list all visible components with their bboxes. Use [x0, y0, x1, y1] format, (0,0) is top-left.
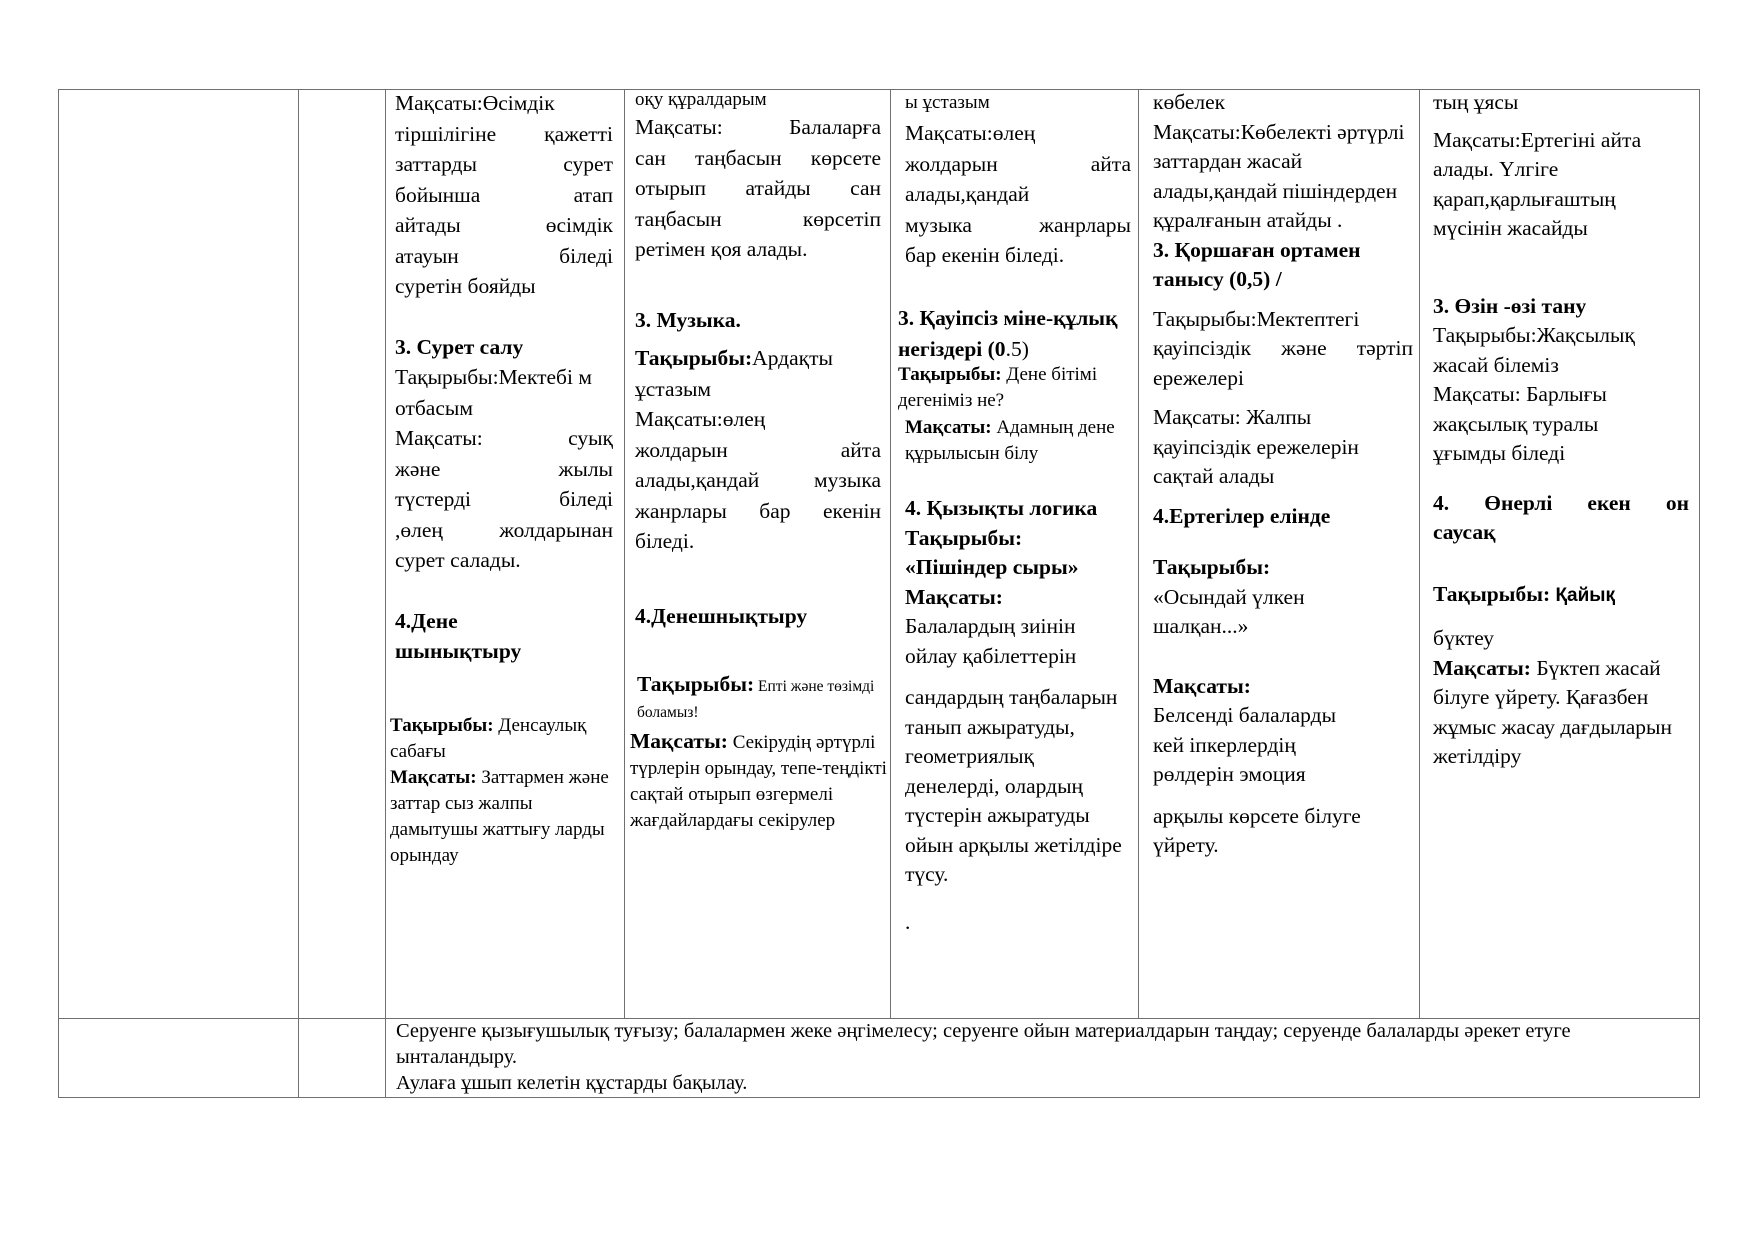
- goal-text: алады,қандай: [905, 182, 1030, 206]
- music-topic: [635, 343, 881, 404]
- goal-text: заттарды сурет: [395, 152, 613, 176]
- table-left-border: [58, 89, 59, 1098]
- top-text: көбелек: [1153, 90, 1226, 114]
- music-goal: Мақсаты:өлең: [635, 407, 766, 431]
- goal-label: Мақсаты:: [1153, 673, 1251, 698]
- goal-text: айтады өсімдік: [395, 213, 613, 237]
- craft-heading: саусақ: [1433, 520, 1496, 544]
- pe-heading: 4.Денешнықтыру: [635, 603, 808, 628]
- art-goal: Мақсаты: суық: [395, 426, 613, 450]
- column-3-safety-topic-cell: [898, 362, 1134, 414]
- walk-cell: [396, 1018, 1696, 1096]
- top-text: ы ұстазым: [905, 92, 990, 113]
- column-1-cell: [395, 88, 613, 683]
- safety-goal-text: Адамның дене құрылысын білу: [905, 417, 1115, 464]
- goal-text: таңбасын көрсетіп: [635, 206, 881, 231]
- table-bottom-border: [58, 1097, 1699, 1098]
- walk-text: Аулаға ұшып келетін құстарды бақылау.: [396, 1072, 748, 1094]
- column-divider: [298, 89, 299, 1098]
- music-goal: біледі.: [635, 529, 695, 553]
- goal-text: Мақсаты:Көбелекті әртүрлі заттардан жасай алады,қандай пішіндерден құралғанын атайды .: [1153, 119, 1405, 232]
- column-2-cell: [635, 88, 881, 641]
- tales-goal: Белсенді балаларды кей іпкерлердің рөлдерін эмоция: [1153, 703, 1337, 786]
- art-goal: ,өлең жолдарынан: [395, 517, 613, 542]
- art-heading: 3. Сурет салу: [395, 334, 524, 359]
- tales-goal: арқылы көрсете білуге үйрету.: [1153, 803, 1361, 857]
- art-goal: түстерді біледі: [395, 487, 613, 511]
- music-goal: алады,қандай музыка: [635, 468, 881, 492]
- craft-heading: 4. Өнерлі екен он: [1433, 490, 1689, 515]
- music-goal: жанрлары бар екенін: [635, 498, 881, 523]
- self-heading: 3. Өзін -өзі тану: [1433, 293, 1587, 318]
- logic-goal-text: сандардың таңбаларын танып ажыратуды, геометриялық денелерді, олардың түстерін ажыратуды ойын арқылы жетілдіре түсу.: [905, 685, 1122, 886]
- column-divider: [1138, 89, 1139, 1018]
- topic-label: Тақырыбы:: [1153, 555, 1271, 579]
- column-divider: [624, 89, 625, 1018]
- pe-goal-text: Заттармен және заттар сыз жалпы дамытушы жаттығу ларды орындау: [390, 767, 609, 866]
- pe-topic-text: Денсаулық сабағы: [390, 715, 587, 762]
- art-goal: және жылы: [395, 456, 613, 481]
- pe-heading: 4.Дене шынықтыру: [395, 608, 522, 663]
- logic-heading: 4. Қызықты логика: [905, 496, 1098, 520]
- goal-text: Мақсаты:Ертегіні айта алады. Үлгіге қарап,қарлығаштың мүсінін жасайды: [1433, 127, 1642, 240]
- column-1-pe-cell: [390, 713, 622, 869]
- goal-label: Мақсаты:: [390, 767, 477, 788]
- logic-goal-text: Балалардың зиінін ойлау қабілеттерін: [905, 614, 1077, 668]
- goal-text: Мақсаты: Балаларға: [635, 115, 881, 139]
- column-divider: [890, 89, 891, 1018]
- env-heading: 3. Қоршаған ортамен танысу (0,5) /: [1153, 237, 1361, 291]
- goal-text: музыка жанрлары: [905, 212, 1131, 237]
- env-goal: Мақсаты: Жалпы қауіпсіздік ережелерін сақтай алады: [1153, 405, 1359, 488]
- env-topic: Тақырыбы:Мектептегі: [1153, 306, 1360, 331]
- self-goal: Мақсаты: Барлығы жақсылық туралы ұғымды біледі: [1433, 382, 1607, 465]
- goal-label: Мақсаты:: [905, 417, 992, 438]
- column-5-cell: [1433, 88, 1689, 772]
- dot-text: .: [905, 909, 911, 934]
- column-3-logic-cell: [905, 494, 1131, 937]
- tales-heading: 4.Ертегілер елінде: [1153, 503, 1331, 528]
- topic-label: Тақырыбы:: [390, 715, 494, 736]
- art-goal: сурет салады.: [395, 548, 521, 572]
- column-2-pe-goal-cell: [630, 728, 892, 834]
- goal-text: Мақсаты:Өсімдік: [395, 91, 555, 115]
- goal-label: Мақсаты:: [1433, 655, 1531, 680]
- topic-label: Тақырыбы:: [1433, 581, 1551, 606]
- music-heading: 3. Музыка.: [635, 307, 741, 332]
- self-topic: Тақырыбы:Жақсылық жасай білеміз: [1433, 323, 1635, 377]
- craft-goal-text: Бүктеп жасай білуге үйрету. Қағазбен жұмыс жасау дағдыларын жетілдіру: [1433, 655, 1673, 768]
- column-2-pe-cell: [637, 672, 877, 724]
- logic-topic: «Пішіндер сыры»: [905, 555, 1079, 579]
- goal-text: бойынша атап: [395, 182, 613, 207]
- walk-text: Серуенге қызығушылық туғызу; балалармен жеке әңгімелесу; серуенге ойын материалдарын таңдау; серуенде балаларды әрекет етуге ынталандыру.: [396, 1020, 1571, 1068]
- column-divider: [385, 89, 386, 1098]
- goal-text: отырып атайды сан: [635, 176, 881, 200]
- music-topic-text: Ардақты ұстазым: [635, 346, 833, 401]
- safety-heading: 3. Қауіпсіз міне-құлық негіздері (0.5): [898, 306, 1118, 361]
- topic-label: Тақырыбы:: [635, 346, 753, 370]
- top-text: тың ұясы: [1433, 90, 1519, 114]
- goal-text: суретін бояйды: [395, 274, 536, 298]
- column-3-safety-goal-cell: [905, 415, 1131, 467]
- craft-topic-text: Қайық: [1550, 584, 1616, 606]
- column-3-safety-cell: [898, 303, 1134, 364]
- goal-label: Мақсаты:: [630, 729, 728, 753]
- craft-topic-text: бүктеу: [1433, 626, 1495, 650]
- pe-topic: [390, 713, 622, 765]
- music-goal: жолдарын айта: [635, 437, 881, 462]
- column-4-cell: [1153, 88, 1413, 861]
- goal-text: сан таңбасын көрсете: [635, 145, 881, 170]
- goal-text: ретімен қоя алады.: [635, 237, 808, 261]
- tales-topic: «Осындай үлкен шалқан...»: [1153, 584, 1305, 638]
- goal-text: бар екенін біледі.: [905, 243, 1065, 267]
- topic-label: Тақырыбы:: [637, 672, 755, 696]
- goal-text: Мақсаты:өлең: [905, 121, 1036, 145]
- pe-topic-text: Епті және төзімді боламыз!: [637, 678, 875, 721]
- art-topic: Тақырыбы:Мектебі м отбасым: [395, 365, 592, 420]
- safety-topic-text: Дене бітімі дегеніміз не?: [898, 364, 1098, 411]
- goal-text: атауын біледі: [395, 243, 613, 268]
- goal-text: жолдарын айта: [905, 151, 1131, 176]
- pe-goal-text: Секірудің әртүрлі түрлерін орындау, тепе-теңдікті сақтай отырып өзгермелі жағдайлардағы секірулер: [630, 732, 887, 831]
- table-right-border: [1699, 89, 1700, 1098]
- env-topic: ережелері: [1153, 365, 1244, 390]
- env-topic: қауіпсіздік және тәртіп: [1153, 336, 1413, 360]
- column-3-cell: [905, 88, 1131, 271]
- top-text: оқу құралдарым: [635, 89, 767, 110]
- goal-text: тіршілігіне қажетті: [395, 121, 613, 146]
- column-divider: [1419, 89, 1420, 1018]
- topic-label: Тақырыбы:: [905, 525, 1023, 550]
- topic-label: Тақырыбы:: [898, 364, 1002, 385]
- pe-goal: [390, 765, 622, 869]
- goal-label: Мақсаты:: [905, 584, 1003, 609]
